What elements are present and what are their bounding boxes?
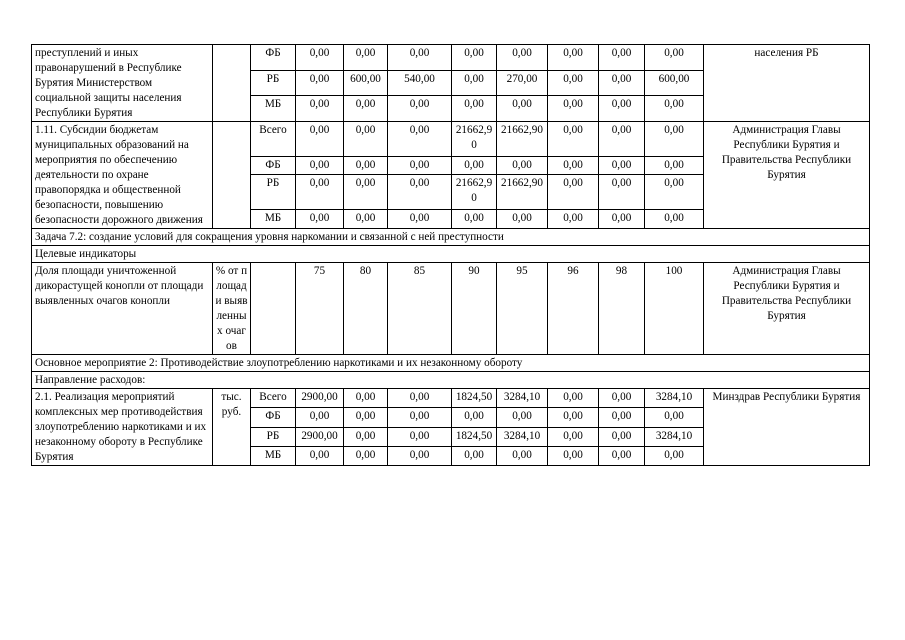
source-cell: ФБ xyxy=(251,156,296,175)
value-cell: 0,00 xyxy=(548,45,599,71)
value-cell: 0,00 xyxy=(645,210,704,229)
value-cell: 0,00 xyxy=(296,446,344,465)
source-cell: МБ xyxy=(251,446,296,465)
value-cell: 0,00 xyxy=(344,427,388,446)
unit-cell xyxy=(213,45,251,122)
value-cell: 0,00 xyxy=(645,45,704,71)
value-cell: 0,00 xyxy=(599,122,645,157)
unit-cell: тыс. руб. xyxy=(213,389,251,466)
table-row xyxy=(32,246,870,263)
value-cell: 21662,90 xyxy=(452,175,497,210)
value-cell: 21662,90 xyxy=(452,122,497,157)
executor-cell: Минздрав Республики Бурятия xyxy=(704,389,870,466)
table-row xyxy=(32,122,870,157)
value-cell: 0,00 xyxy=(497,446,548,465)
indicator-name-cell: Доля площади уничтоженной дикорастущей конопли от площади выявленных очагов конопли xyxy=(32,263,213,355)
value-cell: 3284,10 xyxy=(497,389,548,408)
value-cell: 0,00 xyxy=(548,156,599,175)
value-cell: 85 xyxy=(388,263,452,355)
value-cell: 2900,00 xyxy=(296,389,344,408)
value-cell: 98 xyxy=(599,263,645,355)
table-row xyxy=(32,45,870,71)
value-cell: 3284,10 xyxy=(497,427,548,446)
value-cell: 0,00 xyxy=(296,175,344,210)
value-cell: 0,00 xyxy=(344,175,388,210)
value-cell: 0,00 xyxy=(296,210,344,229)
value-cell: 0,00 xyxy=(548,408,599,427)
value-cell: 21662,90 xyxy=(497,175,548,210)
value-cell: 0,00 xyxy=(388,96,452,122)
value-cell: 80 xyxy=(344,263,388,355)
source-cell: МБ xyxy=(251,96,296,122)
value-cell: 600,00 xyxy=(344,70,388,96)
value-cell: 96 xyxy=(548,263,599,355)
value-cell: 0,00 xyxy=(452,96,497,122)
value-cell: 0,00 xyxy=(645,446,704,465)
value-cell: 0,00 xyxy=(599,408,645,427)
value-cell: 0,00 xyxy=(645,96,704,122)
value-cell: 0,00 xyxy=(599,45,645,71)
value-cell: 0,00 xyxy=(497,408,548,427)
source-cell: РБ xyxy=(251,427,296,446)
value-cell: 0,00 xyxy=(344,389,388,408)
value-cell: 0,00 xyxy=(548,446,599,465)
value-cell: 0,00 xyxy=(344,122,388,157)
value-cell: 0,00 xyxy=(452,156,497,175)
value-cell: 0,00 xyxy=(599,175,645,210)
source-cell: МБ xyxy=(251,210,296,229)
value-cell: 0,00 xyxy=(599,389,645,408)
table-row xyxy=(32,389,870,408)
value-cell: 0,00 xyxy=(599,96,645,122)
executor-cell: населения РБ xyxy=(704,45,870,122)
value-cell: 21662,90 xyxy=(497,122,548,157)
table-row xyxy=(32,263,870,355)
table-row xyxy=(32,229,870,246)
measure-name-cell: 2.1. Реализация мероприятий комплексных мер противодействия злоупотреблению наркотиками и их незаконному обороту в Республике Бурятия xyxy=(32,389,213,466)
value-cell: 0,00 xyxy=(548,70,599,96)
value-cell: 0,00 xyxy=(645,175,704,210)
measure-name-cell: преступлений и иных правонарушений в Республике Бурятия Министерством социальной защиты населения Республики Бурятия xyxy=(32,45,213,122)
table-row xyxy=(32,372,870,389)
value-cell: 0,00 xyxy=(296,156,344,175)
executor-cell: Администрация Главы Республики Бурятия и Правительства Республики Бурятия xyxy=(704,122,870,229)
value-cell: 0,00 xyxy=(497,96,548,122)
value-cell: 0,00 xyxy=(388,389,452,408)
value-cell: 0,00 xyxy=(548,175,599,210)
source-cell xyxy=(251,263,296,355)
value-cell: 0,00 xyxy=(645,408,704,427)
value-cell: 0,00 xyxy=(599,446,645,465)
value-cell: 0,00 xyxy=(296,45,344,71)
value-cell: 0,00 xyxy=(452,210,497,229)
value-cell: 75 xyxy=(296,263,344,355)
table-row xyxy=(32,355,870,372)
value-cell: 0,00 xyxy=(344,408,388,427)
value-cell: 1824,50 xyxy=(452,389,497,408)
value-cell: 0,00 xyxy=(388,408,452,427)
value-cell: 0,00 xyxy=(388,446,452,465)
value-cell: 0,00 xyxy=(548,389,599,408)
budget-table xyxy=(31,44,870,466)
value-cell: 0,00 xyxy=(296,408,344,427)
value-cell: 0,00 xyxy=(452,45,497,71)
value-cell: 0,00 xyxy=(599,156,645,175)
expense-heading: Направление расходов: xyxy=(32,372,870,389)
task-heading: Задача 7.2: создание условий для сокращения уровня наркомании и связанной с ней преступности xyxy=(32,229,870,246)
source-cell: РБ xyxy=(251,70,296,96)
value-cell: 0,00 xyxy=(344,45,388,71)
value-cell: 0,00 xyxy=(296,96,344,122)
value-cell: 0,00 xyxy=(344,96,388,122)
value-cell: 0,00 xyxy=(452,70,497,96)
value-cell: 0,00 xyxy=(645,122,704,157)
value-cell: 0,00 xyxy=(645,156,704,175)
value-cell: 100 xyxy=(645,263,704,355)
value-cell: 3284,10 xyxy=(645,389,704,408)
value-cell: 0,00 xyxy=(599,427,645,446)
value-cell: 600,00 xyxy=(645,70,704,96)
value-cell: 0,00 xyxy=(548,96,599,122)
value-cell: 0,00 xyxy=(452,408,497,427)
value-cell: 0,00 xyxy=(548,210,599,229)
value-cell: 2900,00 xyxy=(296,427,344,446)
value-cell: 90 xyxy=(452,263,497,355)
value-cell: 1824,50 xyxy=(452,427,497,446)
value-cell: 0,00 xyxy=(497,156,548,175)
value-cell: 0,00 xyxy=(344,210,388,229)
value-cell: 3284,10 xyxy=(645,427,704,446)
indicators-heading: Целевые индикаторы xyxy=(32,246,870,263)
value-cell: 0,00 xyxy=(296,70,344,96)
value-cell: 0,00 xyxy=(548,427,599,446)
value-cell: 0,00 xyxy=(388,210,452,229)
value-cell: 0,00 xyxy=(344,446,388,465)
value-cell: 0,00 xyxy=(388,427,452,446)
value-cell: 0,00 xyxy=(599,70,645,96)
executor-cell: Администрация Главы Республики Бурятия и Правительства Республики Бурятия xyxy=(704,263,870,355)
value-cell: 0,00 xyxy=(388,45,452,71)
value-cell: 0,00 xyxy=(497,45,548,71)
value-cell: 0,00 xyxy=(388,122,452,157)
measure-heading: Основное мероприятие 2: Противодействие злоупотреблению наркотиками и их незаконному обороту xyxy=(32,355,870,372)
value-cell: 0,00 xyxy=(599,210,645,229)
value-cell: 540,00 xyxy=(388,70,452,96)
value-cell: 0,00 xyxy=(452,446,497,465)
value-cell: 270,00 xyxy=(497,70,548,96)
value-cell: 95 xyxy=(497,263,548,355)
source-cell: ФБ xyxy=(251,45,296,71)
value-cell: 0,00 xyxy=(296,122,344,157)
value-cell: 0,00 xyxy=(388,156,452,175)
measure-name-cell: 1.11. Субсидии бюджетам муниципальных образований на мероприятия по обеспечению деятельности по охране правопорядка и общественной безопасности, повышению безопасности дорожного движения xyxy=(32,122,213,229)
source-cell: Всего xyxy=(251,122,296,157)
value-cell: 0,00 xyxy=(548,122,599,157)
value-cell: 0,00 xyxy=(344,156,388,175)
unit-cell: % от площади выявленных очагов xyxy=(213,263,251,355)
unit-cell xyxy=(213,122,251,229)
source-cell: РБ xyxy=(251,175,296,210)
source-cell: Всего xyxy=(251,389,296,408)
source-cell: ФБ xyxy=(251,408,296,427)
value-cell: 0,00 xyxy=(388,175,452,210)
value-cell: 0,00 xyxy=(497,210,548,229)
